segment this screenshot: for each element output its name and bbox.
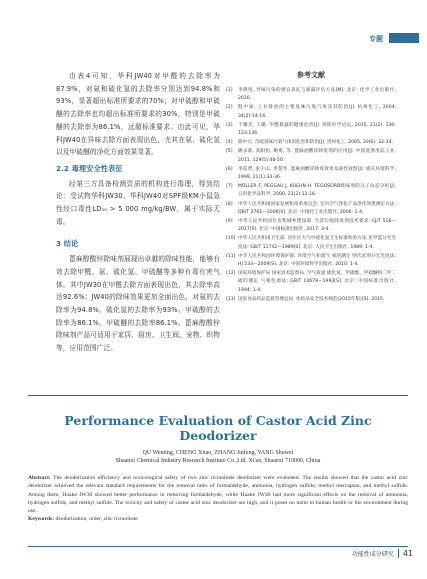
reference-item	[226, 218, 396, 234]
abstract-label: Abstract:	[28, 475, 51, 481]
reference-number: [11]	[226, 253, 236, 259]
reference-text: 中华人民共和国住房和城乡建设部. 生活垃圾除臭剂技术要求: CJ/T 516—2017[S]. 北京: 中国标准出版社, 2017: 3-4.	[238, 219, 396, 233]
keywords-label: Keywords:	[28, 516, 55, 523]
references-title: 参考文献	[297, 71, 325, 79]
references-column	[226, 70, 396, 305]
reference-text: 殷中豪. 工业排放的主要臭味污染气体及其防治[J]. 杭州化工, 2004, 34(2):14-16.	[238, 105, 396, 119]
paragraph-toxicology: 经第三方具备检测资质的机构进行毒理，得到结论：受试物华科JW30、华科JW40对SPF级KM小鼠急性经口毒性LD₅₀ > 5 000 mg/kg/BW，属于实际无毒。	[56, 179, 220, 226]
paragraph-conclusion: 蓖麻醇酸锌除味剂展现出卓越的除味性能，能够有效去除甲醛、氨、硫化氢、甲硫醚等多种有毒有害气体。其中JW30在甲醛去除方面表现出色，其去除率高达92.6%；JW40的除味效果更加全面出色，对氨的去除率为94.8%、硫化氢的去除率为93%、甲硫醇的去除率为86.1%、甲硫醚的去除率86.1%。蓖麻醇酸锌除味剂产品可适用于家居、厨房、卫生间、宠物、织物等，应用范围广泛。	[56, 255, 220, 353]
reference-text: MÜLLER F, PEGGAU J, KUEHN H. TEGOSORB吸味剂的分子动态分析[J]. 日用化学品科学, 2000, 23(2):12-16.	[238, 184, 396, 198]
reference-item	[226, 122, 396, 138]
reference-item	[226, 270, 396, 295]
page-number: 41	[402, 549, 413, 558]
english-title: Performance Evaluation of Castor Acid Zinc Deodorizer	[64, 413, 372, 443]
english-abstract-box	[28, 395, 408, 547]
section-heading-conclusion: 3 结论	[56, 239, 79, 249]
section-tag: 专题	[369, 35, 383, 43]
reference-text: 陈中元. 含硫臭味污染气体的危害和防治[J]. 贵州化工, 2005, 30(6): 32-34.	[238, 140, 393, 146]
reference-text: 国家食品药品监督管理总局. 化妆品安全技术规范(2015年版)[S]. 2015.	[238, 296, 385, 302]
reference-number: [3]	[226, 122, 233, 128]
page-footer	[352, 549, 413, 558]
reference-item	[226, 148, 396, 164]
reference-item	[226, 87, 396, 103]
reference-item	[226, 253, 396, 269]
reference-item	[226, 166, 396, 182]
reference-number: [5]	[226, 149, 233, 155]
keywords-text: deodorization, order, zinc ricinoleate	[55, 516, 138, 523]
reference-text: 李倩男. 异味污染的感官表征与暴露评估方法[M]. 北京: 化学工业出版社, 2020.	[238, 88, 396, 102]
reference-number: [4]	[226, 140, 233, 146]
author-affiliation: Shaanxi Chemical Industry Research Institute Co.,Ltd. Xi'an, Shaanxi 710000, China	[115, 458, 321, 464]
reference-text: 姚永新, 高阳恒, 鲍勇, 等. 蓖麻油酸锌除臭剂的应用[J]. 中国洗涤用品工业, 2011, 129(5):48-50.	[238, 149, 396, 163]
author-names: QU Wenting, CHENG Xitao, ZHANG Jinfeng, YANG Shuwei	[142, 450, 294, 456]
abstract-text: The deodorization efficiency and toxicological safety of two zinc ricinoleate deodorizer were evaluated. The results showed that the castor acid zinc deodorizer achieved the relevant standard requirements for the removal rates of formaldehyde, ammonia, hydrogen sulfide, methyl mercaptan, and methyl sulfide. Among them, Huake JW30 showed better performance in removing formaldehyde, while Huake JW40 had more significant effects on the removal of ammonia, hydrogen sulfide, and methyl sulfide. The toxicity and safety of castor acid zinc deodorizer are high, and it poses no harm to human health or the environment during use.	[28, 475, 408, 515]
english-authors	[28, 449, 408, 465]
paragraph-results: 由表4可知，华科JW40对甲醛的去除率为87.9%，对氨和硫化氢的去除率分别达到94.8%和93%，显著超出标准所要求的70%；对甲硫醇和甲硫醚的去除率也均超出标准所要求的30%，特别是甲硫醚的去除率为86.1%，远超标准要求。由此可见，华科JW40在异味去除方面表现出色，尤其在氨、硫化氢以及甲硫醚的净化方面效果显著。	[56, 72, 220, 157]
reference-item	[226, 296, 396, 304]
reference-text: 李雷贤, 张宇山, 李慧琴. 蓖麻油酸锌除臭效果及毒性观察[J]. 重庆环境科学, 1999, 21(1):33-36.	[238, 166, 396, 181]
english-keywords	[28, 515, 408, 523]
reference-number: [6]	[226, 166, 233, 172]
reference-item	[226, 139, 396, 147]
reference-item	[226, 235, 396, 251]
reference-text: 于耀光, 王璐. 甲醛暴露的健康危害[J]. 预防医学论坛, 2015, 21(2): 130-133;136.	[238, 122, 396, 137]
reference-item	[226, 201, 396, 217]
footer-divider	[398, 549, 399, 558]
journal-column-name: 功能性成分研究	[351, 551, 394, 558]
reference-item	[226, 183, 396, 199]
reference-number: [7]	[226, 184, 233, 190]
reference-number: [13]	[226, 296, 236, 302]
section-heading-toxicology: 2.2 毒理安全性表征	[56, 163, 123, 173]
reference-number: [10]	[226, 236, 236, 242]
reference-number: [2]	[226, 105, 233, 111]
body-column-left	[56, 70, 220, 355]
reference-text: 中华人民共和国环境保护部. 环境空气和废气 氨的测定 纳氏试剂分光光度法: HJ 533—2009[S]. 北京: 中国环境科学出版社, 2010: 1-4.	[238, 253, 396, 268]
english-abstract	[28, 474, 408, 515]
reference-number: [9]	[226, 219, 233, 225]
reference-text: 中华人民共和国卫生部. 居住区大气中硫化氢卫生标准检验方法 亚甲蓝分光光度法: GB/T 11742—1989[S]. 北京: 人民卫生出版社, 1989: 1-4.	[238, 236, 396, 250]
reference-number: [1]	[226, 88, 233, 93]
reference-text: 国家环境保护局 国家技术监督局. 空气质量 硫化氢、甲硫醇、甲硫醚和二甲二硫的测定 气相色谱法: GB/T 14678—1993[S]. 北京: 中国标准出版社, 1994: 1-4.	[238, 271, 396, 293]
section-tag-bar	[389, 33, 419, 43]
reference-number: [12]	[226, 271, 236, 277]
reference-item	[226, 104, 396, 120]
references-list	[226, 87, 396, 304]
reference-text: 中华人民共和国国家发展和改革委员会. 室内空气净化产品净化效果测定方法: QB/T 2761—2006[S]. 北京: 中国轻工业出版社, 2006: 1-4.	[238, 201, 396, 215]
reference-number: [8]	[226, 201, 233, 207]
